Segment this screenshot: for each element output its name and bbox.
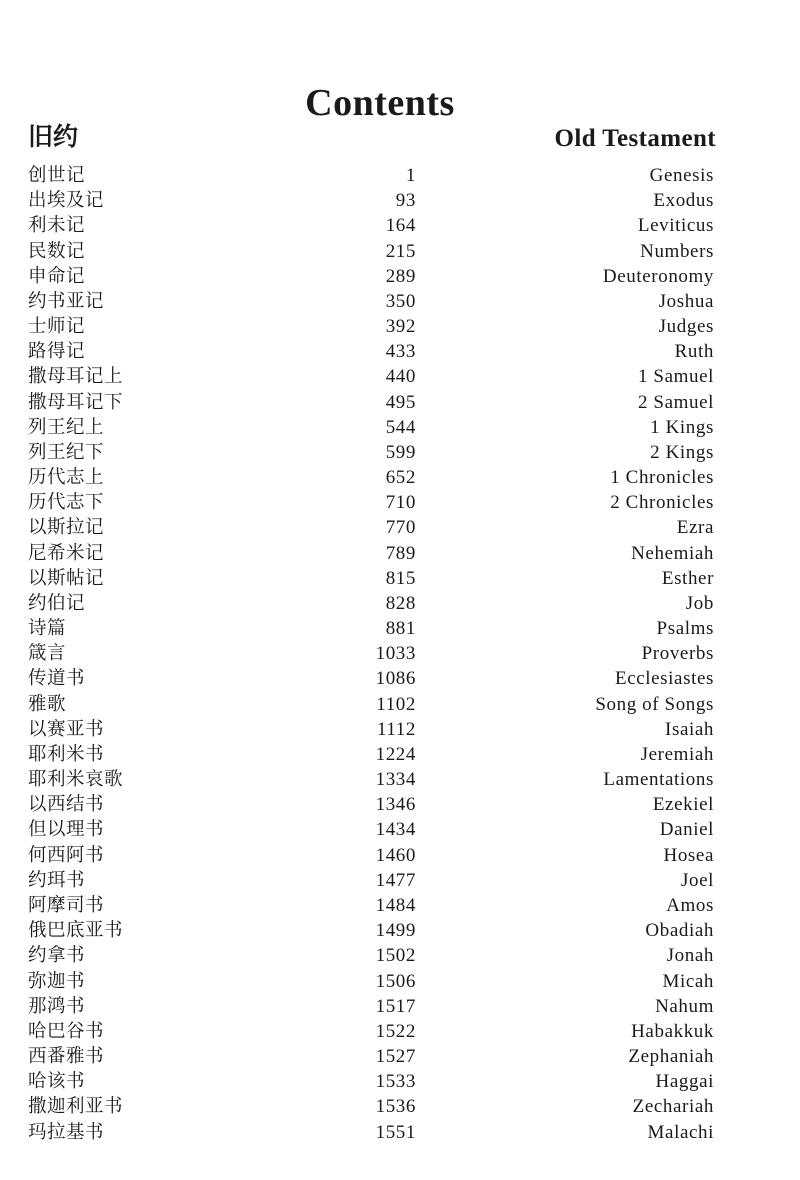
book-name-chinese: 尼希米记: [28, 542, 105, 564]
book-name-chinese: 以斯帖记: [28, 567, 105, 589]
page-number: 1533: [375, 1071, 416, 1093]
page-number: 1477: [375, 869, 416, 891]
page-number: 93: [395, 190, 416, 212]
book-name-english: Amos: [666, 894, 714, 916]
book-name-chinese: 耶利米书: [28, 743, 105, 765]
book-name-chinese: 列王纪上: [28, 416, 105, 438]
book-name-english: Zephaniah: [628, 1046, 714, 1068]
book-name-english: Jeremiah: [640, 743, 714, 765]
book-name-chinese: 撒母耳记上: [28, 366, 124, 388]
book-name-chinese: 以赛亚书: [28, 718, 105, 740]
toc-entry[interactable]: [28, 1094, 716, 1119]
page-number: 215: [385, 240, 416, 262]
toc-entry[interactable]: [28, 918, 716, 943]
book-name-english: Hosea: [663, 844, 714, 866]
section-title-chinese: 旧约: [28, 122, 79, 151]
book-name-english: 2 Kings: [650, 441, 714, 463]
page-number: 1033: [375, 643, 416, 665]
book-name-chinese: 撒母耳记下: [28, 391, 124, 413]
toc-entry[interactable]: [28, 490, 716, 515]
book-name-english: Song of Songs: [595, 693, 714, 715]
page-number: 789: [385, 542, 416, 564]
book-name-english: Micah: [662, 970, 714, 992]
page-number: 1484: [375, 894, 416, 916]
toc-entry[interactable]: [28, 742, 716, 767]
toc-entry[interactable]: [28, 415, 716, 440]
book-name-english: Isaiah: [665, 718, 714, 740]
book-name-english: Proverbs: [641, 643, 714, 665]
page-number: 1499: [375, 920, 416, 942]
book-name-chinese: 出埃及记: [28, 190, 105, 212]
page-number: 1527: [375, 1046, 416, 1068]
toc-entry[interactable]: [28, 641, 716, 666]
book-name-english: Judges: [658, 316, 714, 338]
book-name-english: Obadiah: [645, 920, 714, 942]
page-number: 495: [385, 391, 416, 413]
page-number: 710: [385, 492, 416, 514]
book-name-english: Deuteronomy: [602, 265, 714, 287]
book-name-english: Zechariah: [632, 1096, 714, 1118]
book-name-chinese: 以西结书: [28, 794, 105, 816]
book-name-chinese: 民数记: [28, 240, 86, 262]
page-number: 599: [385, 441, 416, 463]
book-name-english: Exodus: [653, 190, 714, 212]
toc-entry[interactable]: [28, 1019, 716, 1044]
page-number: 652: [385, 467, 416, 489]
page-number: 1522: [375, 1020, 416, 1042]
book-name-chinese: 弥迦书: [28, 970, 86, 992]
toc-entry[interactable]: [28, 465, 716, 490]
toc-entry[interactable]: [28, 364, 716, 389]
book-name-english: Malachi: [647, 1121, 714, 1143]
book-name-english: Psalms: [656, 618, 714, 640]
section-title-english: Old Testament: [554, 125, 716, 152]
toc-entry[interactable]: [28, 541, 716, 566]
book-name-english: 1 Chronicles: [610, 467, 714, 489]
book-name-chinese: 路得记: [28, 341, 86, 363]
toc-entry[interactable]: [28, 943, 716, 968]
book-name-english: Daniel: [659, 819, 714, 841]
book-name-chinese: 约拿书: [28, 945, 86, 967]
toc-entry[interactable]: [28, 314, 716, 339]
book-name-chinese: 约伯记: [28, 592, 86, 614]
book-name-english: Ruth: [674, 341, 714, 363]
table-of-contents-list: [28, 163, 716, 1145]
toc-entry[interactable]: [28, 717, 716, 742]
book-name-chinese: 撒迦利亚书: [28, 1096, 124, 1118]
book-name-chinese: 俄巴底亚书: [28, 920, 124, 942]
toc-entry[interactable]: [28, 591, 716, 616]
page-number: 392: [385, 316, 416, 338]
book-name-english: Esther: [661, 567, 714, 589]
toc-entry[interactable]: [28, 994, 716, 1019]
book-name-english: Haggai: [655, 1071, 714, 1093]
page-number: 770: [385, 517, 416, 539]
book-name-chinese: 诗篇: [28, 618, 67, 640]
toc-entry[interactable]: [28, 440, 716, 465]
page-number: 1224: [375, 743, 416, 765]
toc-entry[interactable]: [28, 616, 716, 641]
page-title: Contents: [305, 82, 455, 125]
page-number: 1334: [375, 769, 416, 791]
toc-entry[interactable]: [28, 188, 716, 213]
book-name-chinese: 士师记: [28, 316, 86, 338]
book-name-english: Habakkuk: [631, 1020, 714, 1042]
book-name-english: Ecclesiastes: [615, 668, 714, 690]
toc-entry[interactable]: [28, 868, 716, 893]
book-name-chinese: 利未记: [28, 215, 86, 237]
toc-entry[interactable]: [28, 339, 716, 364]
book-name-chinese: 历代志上: [28, 467, 105, 489]
page-number: 433: [385, 341, 416, 363]
book-name-chinese: 申命记: [28, 265, 86, 287]
page-number: 1536: [375, 1096, 416, 1118]
page-number: 1112: [377, 718, 416, 740]
book-name-english: 1 Samuel: [637, 366, 714, 388]
toc-entry[interactable]: [28, 666, 716, 691]
page-number: 1102: [376, 693, 416, 715]
book-name-chinese: 列王纪下: [28, 441, 105, 463]
book-name-english: 2 Samuel: [637, 391, 714, 413]
page-number: 1460: [375, 844, 416, 866]
page-number: 289: [385, 265, 416, 287]
book-name-chinese: 玛拉基书: [28, 1121, 105, 1143]
page-number: 164: [385, 215, 416, 237]
page-number: 1434: [375, 819, 416, 841]
book-name-chinese: 创世记: [28, 165, 86, 186]
book-name-chinese: 何西阿书: [28, 844, 105, 866]
toc-entry[interactable]: [28, 264, 716, 289]
page-number: 1506: [375, 970, 416, 992]
book-name-english: 1 Kings: [650, 416, 714, 438]
toc-entry[interactable]: [28, 566, 716, 591]
toc-entry[interactable]: [28, 767, 716, 792]
toc-entry[interactable]: [28, 792, 716, 817]
toc-entry[interactable]: [28, 969, 716, 994]
book-name-english: Joel: [680, 869, 714, 891]
book-name-english: Ezekiel: [652, 794, 714, 816]
page-number: 828: [385, 592, 416, 614]
page-number: 1551: [375, 1121, 416, 1143]
book-name-chinese: 那鸿书: [28, 995, 86, 1017]
book-name-chinese: 阿摩司书: [28, 894, 105, 916]
toc-entry[interactable]: [28, 843, 716, 868]
toc-entry[interactable]: [28, 692, 716, 717]
book-name-chinese: 箴言: [28, 643, 67, 665]
page-number: 815: [385, 567, 416, 589]
page-number: 544: [385, 416, 416, 438]
page-number: 1346: [375, 794, 416, 816]
book-name-chinese: 雅歌: [28, 693, 67, 715]
book-name-english: Leviticus: [637, 215, 714, 237]
toc-entry[interactable]: [28, 1120, 716, 1145]
page-number: 440: [385, 366, 416, 388]
book-name-chinese: 耶利米哀歌: [28, 769, 124, 791]
book-name-chinese: 以斯拉记: [28, 517, 105, 539]
book-name-english: Nehemiah: [631, 542, 714, 564]
section-header-old-testament: [28, 120, 716, 154]
page-number: 1086: [375, 668, 416, 690]
book-name-english: Jonah: [666, 945, 714, 967]
toc-entry[interactable]: [28, 390, 716, 415]
toc-entry[interactable]: [28, 289, 716, 314]
toc-entry[interactable]: [28, 163, 716, 188]
toc-entry[interactable]: [28, 893, 716, 918]
book-name-english: Nahum: [655, 995, 714, 1017]
book-name-english: 2 Chronicles: [610, 492, 714, 514]
page-number: 1517: [375, 995, 416, 1017]
book-name-chinese: 约书亚记: [28, 290, 105, 312]
book-name-chinese: 西番雅书: [28, 1046, 105, 1068]
page-number: 350: [385, 290, 416, 312]
page-number: 1502: [375, 945, 416, 967]
page-number: 881: [385, 618, 416, 640]
toc-entry[interactable]: [28, 1044, 716, 1069]
book-name-chinese: 传道书: [28, 668, 86, 690]
book-name-chinese: 历代志下: [28, 492, 105, 514]
book-name-english: Numbers: [640, 240, 714, 262]
page-number: 1: [405, 165, 416, 186]
book-name-chinese: 哈巴谷书: [28, 1020, 105, 1042]
book-name-chinese: 哈该书: [28, 1071, 86, 1093]
book-name-english: Ezra: [676, 517, 714, 539]
toc-entry[interactable]: [28, 1069, 716, 1094]
book-name-english: Joshua: [658, 290, 714, 312]
toc-entry[interactable]: [28, 515, 716, 540]
toc-entry[interactable]: [28, 239, 716, 264]
book-name-english: Lamentations: [603, 769, 714, 791]
book-name-english: Genesis: [649, 165, 714, 186]
toc-entry[interactable]: [28, 817, 716, 842]
toc-entry[interactable]: [28, 213, 716, 238]
book-name-english: Job: [685, 592, 714, 614]
book-name-chinese: 但以理书: [28, 819, 105, 841]
book-name-chinese: 约珥书: [28, 869, 86, 891]
